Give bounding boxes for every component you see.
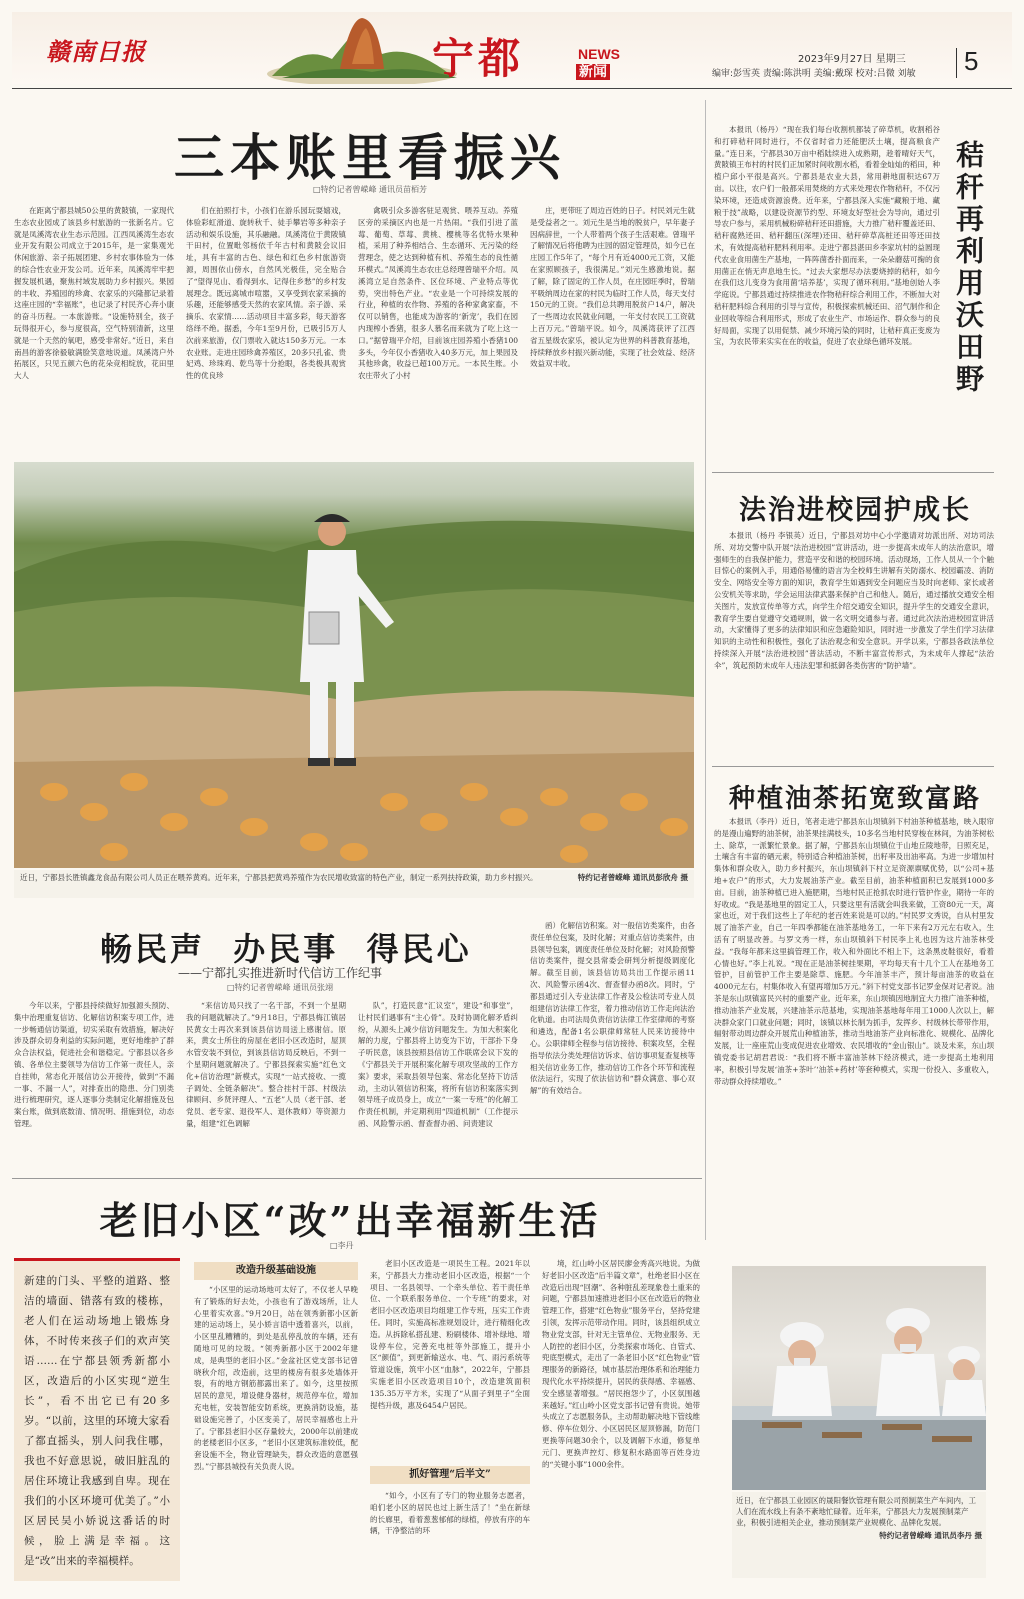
article6-col3b: “如今，小区有了专门的物业服务志愿者，咱们老小区的居民也过上新生活了！”坐在新绿的长廊里，看着葱葱郁郁的绿植，停放有序的车辆，干净整洁的环: [370, 1491, 530, 1536]
editor-credits: 编审:彭雪英 责编:陈洪明 美编:戴琛 校对:吕微 刘敏: [712, 69, 916, 79]
article6-byline: □李丹: [330, 1241, 354, 1250]
news-cn-label: 新闻: [576, 64, 610, 80]
photo2-caption: [732, 1492, 986, 1578]
article2-rule: [712, 472, 994, 473]
article5-byline: □特约记者曾嵘峰 通讯员张翊: [226, 983, 334, 992]
article2-body: 本报讯（杨丹）“现在我们每台收割机都装了碎草机，收割稻谷和打碎秸秆同时进行，不仅省时省力还能肥沃土壤，提高粮食产量。”连日来，宁都县30万亩中稻陆续进入成熟期，趁着晴好天气，黄陂镇王布村的村民们正加紧时间收割水稻，看着金灿灿的稻田，种植户邱小平很是高兴。宁都县是农业大县，常用耕地面积达67万亩。以往，农户们一般都采用焚烧的方式来处理农作物秸秆，不仅污染环境，还造成资源浪费。近年来，宁都县深入实施“藏粮于地、藏粮于技”战略，以建设资源节约型、环境友好型社会为导向，通过引导农户参与，采用机械粉碎秸秆还田措施，大力推广秸秆覆盖还田、秸秆腐熟还田、秸秆翻压(深埋)还田、秸秆碎草高桩还田等还田技术，有效提高秸秆肥料利用率。走进宁都县湛田乡李家坑村的益圆现代农业食用菌生产基地，一阵阵菌香扑面而来，一朵朵蘑菇可掬的食用菌正在悄无声息地生长。“过去大家想尽办法要烧掉的秸秆，如今在我们这儿变身为食用菌‘培养基’，实现了循环利用。”基地创始人李学庭说。宁都县通过持续推进农作物秸秆综合利用工作，不断加大对秸秆肥料综合利用的引导与宣传，积极探索机械还田、沼气制作和企业回收等综合利用形式，形成了农业生产、市场运作、群众参与的良好局面，实现了以用促禁、减少环境污染的同时，让秸秆真正变废为宝，为农民带来实实在在的收益，促进了农业绿色循环发展。: [714, 125, 940, 347]
article2-title: 秸秆再利用沃田野: [952, 140, 985, 396]
article6-title: 老旧小区“改”出幸福新生活: [99, 1198, 601, 1243]
article5-title: 畅民声 办民事 得民心: [100, 930, 472, 968]
article5-subtitle: ——宁都扎实推进新时代信访工作纪事: [177, 966, 382, 980]
article3-rule: [712, 766, 994, 767]
page-number: 5: [964, 46, 979, 76]
photo2-credit: 特约记者曾嵘峰 通讯员李丹 摄: [879, 1531, 982, 1540]
edition-title: 宁都: [432, 34, 525, 83]
photo2-caption-text: 近日，在宁都县工业园区的晟阳餐饮管理有限公司预制菜生产车间内，工人们在流水线上有条不紊地忙碌着。近年来，宁都县大力发展预制菜产业，积极引进相关企业，推动预制菜产业规模化、品牌化发展。: [736, 1496, 976, 1527]
masthead: [12, 12, 1012, 84]
article1-byline: □特约记者曾嵘峰 通讯员苗栢芳: [312, 185, 428, 194]
worker-figure-3: [942, 1346, 986, 1416]
article6-lead: 新建的门头、平整的道路、整洁的墙面、错落有致的楼栋，老人们在运动场地上锻炼身体，不时传来孩子们的欢声笑语……在宁都县领秀新都小区，改造后的小区实现“逆生长”，看不出它已有20多岁。“以前，这里的环境大家看了都直摇头，别人问我住哪，我也不好意思说，破旧脏乱的居住环境让我感到自卑。现在我们的小区环境可优美了。”小区居民吴小娇说这番话的时候，脸上满是幸福。这是“改”出来的幸福模样。: [24, 1275, 170, 1567]
article5-col2: “来信访局只找了一名干部，不到一个星期我的问题就解决了。”9月18日，宁都县梅江镇居民黄女士再次来到该县信访局送上感谢信。原来，黄女士所住的房屋在老旧小区改造时，屋顶水管安装不到位，到该县信访局反映后，不到一个星期问题就解决了。宁都县探索实施“红色文化+信访治理”新模式，实现“一站式接收、一揽子调处、全链条解决”。整合挂村干部、村级法律顾问、乡贤评理人、“五老”人员（老干部、老党员、老专家、退役军人、退休教师）等资源力量，组建“红色调解: [186, 1001, 346, 1128]
article3-body: 本报讯（杨丹 李银英）近日，宁都县对坊中心小学邀请对坊派出所、对坊司法所、对坊交警中队开展“法治进校园”宣讲活动，进一步提高未成年人的法治意识，增强师生的自我保护能力，营造平安和谐的校园环境。活动现场，工作人员从一个个触目惊心的案例入手，用通俗易懂的语言为全校师生讲解有关防溺水、校园霸凌、消防安全、网络安全等方面的知识，教育学生如遇到安全问题应当及时向老师、家长或者公安机关等求助，学会运用法律武器来保护自己和他人。随后，通过播放交通安全相关图片，发放宣传单等方式，向学生介绍交通安全知识，提升学生的交通安全意识，教育学生要自觉遵守交通规则，做一名文明交通参与者。通过此次法治进校园宣讲活动，大家懂得了更多的法律知识和应急避险知识，同时进一步激发了学生们学习法律知识的主动性和积极性，强化了法治观念和安全意识。开学以来，宁都县各政法单位持续深入开展“法治进校园”普法活动，不断丰富宣传形式，为未成年人撑起“法治伞”，筑起预防未成年人违法犯罪和抵御各类伤害的“防护墙”。: [714, 531, 994, 670]
photo-chicken-farm: [14, 462, 694, 868]
paper-logo: 赣南日报: [46, 37, 146, 66]
worker-figure-2: [876, 1308, 940, 1416]
masthead-rule: [12, 88, 1012, 89]
article1-col2: 们在拍照打卡，小孩们在游乐园玩耍嬉戏，体验彩虹滑道、旋转秋千、徒手攀岩等多种亲子活动和娱乐设施，其乐融融。凤溪湾位于黄陂镇干田村，位置毗邻杨依千年古村和黄陂会议旧址，具有丰富的古色、绿色和红色乡村旅游资源，周围依山傍水，自然风光极佳，完全贴合了“望得见山、看得到水、记得住乡愁”的乡村发展理念。既远离城市喧嚣，又享受到农家采摘的乐趣，还能够感受天然的农家风情。亲子游、采摘乐、农家情……活动项目丰富多彩，每天游客络绎不绝。据悉，今年1至9月份，已吸引5万人次前来旅游，仅门票收入就达150多万元。一本农业账。走进庄园珍禽养殖区，20多只孔雀、贵妃鸡、珍珠鸡、乾鸟等十分抢眼，各类极具观赏性的优良珍: [186, 206, 346, 381]
article1-title: 三本账里看振兴: [174, 128, 566, 187]
article6-col4: 境，红山岭小区居民廖金秀高兴地说。为做好老旧小区改造“后半篇文章”，杜绝老旧小区在改造后出现“回潮”、各种脏乱差现象卷土重来的问题，宁都县加速推进老旧小区在改造后的物业管理工作，搭建“红色物业”服务平台，坚持党建引领，发挥示范带动作用。同时，该县组织成立物业党支部，针对无主管单位、无物业服务、无人防控的老旧小区，分类探索市场化、自管式、兜底型模式，走出了一条老旧小区“红色物业”管理服务的新路径，城市基层治理体系和治理能力现代化水平持续提升，居民的获得感、幸福感、安全感显著增强。“居民抱怨少了，小区氛围越来越好。”红山岭小区党支部书记曾有贵说。她带头成立了志愿服务队，主动帮助解决地下管线维修、停车位划分、小区居民区屋顶修漏，防范门更换等问题30余个，以及调解下水道，修复单元门、更换声控灯、修复积水路面等百姓身边的“关键小事”1000余件。: [542, 1259, 700, 1469]
photo1-caption: [14, 870, 694, 898]
article4-body: 本报讯（李丹）近日，笔者走进宁都县东山坝镇斜下村油茶种植基地，映入眼帘的是漫山遍野的油茶树，油茶果挂满枝头，10多名当地村民穿梭在林间，为油茶树松土、除草，一派繁忙景象。据了解，宁都县东山坝镇位于山地丘陵地带，日照充足，土壤含有丰富的硒元素，特别适合种植油茶树，出籽率及出油率高。为进一步增加村集体和群众收入，助力乡村振兴，东山坝镇斜下村立足资源禀赋优势，以“公司+基地+农户”的形式，大力发展油茶产业。截至目前，油茶种植面积已发展到1000多亩。目前，油茶种植已进入施肥期，当地村民正抢抓农时进行管护作业，期待一年的好收成。“我是基地里的固定工人，只要这里有活就会叫我来做，工资80元一天，离家也近，对于我们这些上了年纪的老百姓来说是可以的。”村民罗文秀说，自从村里发展了油茶产业，自己一年四季都能在油茶基地务工，一年下来有2万元左右收入，生活有了明显改善。与罗文秀一样，东山坝镇斜下村民李上礼也因为这片油茶林受益。“我每年都来这里搞管理工作，收入和外面比不相上下，这条黑皮鞋很好，看着心情也好。”李上礼说。“现在正是油茶树挂果期，平均每天有十几个工人在基地务工管护，目前管护工作主要是除草、施肥。今年油茶丰产，预计每亩油茶的收益在4000元左右，村集体收入有望再增加5万元。”斜下村党支部书记罗金保对记者说。油茶是东山坝镇富民兴村的重要产业。近年来，东山坝镇因地制宜大力推广油茶种植，推动油茶产业发展，兴建油茶示范基地，实现油茶基地每年用工1000人次以上，解决群众家门口就业问题；同时，该镇以林长制为抓手，发挥乡、村级林长带带作用，辐射带动周边群众开展荒山种植油茶，推动当地油茶产业向标准化、规模化、品牌化发展，让一座座荒山变成促进农业增效、农民增收的“金山银山”。谈及未来，东山坝镇党委书记胡君君说：“我们将不断丰富油茶林下经济模式，进一步提高土地利用率，积极引导发展‘油茶+茶叶’‘油茶+药材’等套种模式，实现一份投入、多重收入，带动群众持续增收。”: [714, 817, 994, 1086]
photo1-caption-text: 近日，宁都县长胜镇鑫龙食品有限公司人员正在喂养黄鸡。近年来，宁都县把黄鸡养殖作为农民增收致富的特色产业，制定一系列扶持政策，助力乡村振兴。: [20, 873, 538, 882]
factory-scene-graphic: [732, 1266, 986, 1490]
article6-section2-title: 抓好管理“后半文”: [370, 1466, 530, 1484]
news-en-label: NEWS: [578, 46, 620, 62]
photo-food-factory: [732, 1266, 986, 1490]
article1-col4: 庄，更带旺了周边百姓的日子。村民刘元生就是受益者之一。刘元生是当地的脱贫户，早年妻子因病辞世，一个人带着两个孩子生活艰难。曾瑞平了解情况后将他聘为庄园的固定管理员，如今已在庄园工作5年了，“每个月有近4000元工资，又能在家照顾孩子，我很满足。”刘元生感激地说。据了解，除了固定的工作人员，在庄园旺季时，曾瑞平吸纳周边在家的村民为临时工作人员，每天支付150元的工资。“我们总共聘用脱贫户14户，解决了一些周边农民就业问题，一年支付农民工工资就上百万元。”曾瑞平说。如今，凤溪湾获评了江西省五星级农家乐，被认定为世界的科普教育基地，持续释放乡村振兴新动能，实现了社会效益、经济效益双丰收。: [530, 206, 695, 369]
worker-figure-1: [772, 1322, 832, 1416]
article4-title: 种植油茶拓宽致富路: [728, 784, 981, 814]
photo1-credit: 特约记者曾嵘峰 通讯员彭欣舟 摄: [577, 873, 688, 882]
page-divider: [956, 48, 957, 78]
article5-col3: 队”，打造民意“汇议室”，建设“和事堂”，让村民们遇事有“主心骨”。及时协调化解矛盾纠纷，从源头上减少信访问题发生。为加大积案化解的力度，宁都县将上访变为下访，干部扑下身子听民意，该县按照县信访工作联席会议下发的《宁都县关于开展积案化解专项攻坚战的工作方案》要求，采取县领导包案、常态化坚持下访活动，主动认领信访积案，将所有信访积案落实到领导班子成员身上，成立“一案一专班”的化解工作责任机制，并定期利用“四道机制”（工作提示函、风险警示函、督查督办函、问责建议: [358, 1001, 518, 1128]
issue-date: 2023年9月27日 星期三: [798, 54, 906, 65]
article5-col4: 函）化解信访积案。对一般信访类案件，由各责任单位包案，及时化解；对重点信访类案件，由县领导包案，调度责任单位及时化解；对风险预警信访类案件，提交县常委会研判分析提级调度化解。截至目前，该县信访局共出工作提示函11次、风险警示函4次、督查督办函8次。同时，宁都县通过引入专业法律工作者及公检法司专业人员组建信访法律工作室，着力推动信访工作走向法治化轨道。由司法局负责信访法律工作室律师的考察和遴选，配备1名公职律师常驻人民来访接待中心。公职律师全程参与信访接待、积案攻坚，全程指导依法分类处理信访诉求、信访事项复查复核等相关信访业务工作，推动信访工作各个环节和流程依法运行，实现了依法信访和“群众满意、事心双解”的有效结合。: [530, 921, 695, 1096]
farm-scene-graphic: [14, 462, 694, 868]
main-column-divider: [705, 100, 706, 1240]
article5-col1: 今年以来，宁都县持续做好加强源头预防、集中治理重复信访、化解信访积案专项工作，进一步畅通信访渠道，切实采取有效措施，解决好涉及群众切身利益的实际问题，更好地维护了群众合法权益，促进社会和谐稳定。宁都县以各乡镇、各单位主要领导为信访工作第一责任人，亲自挂帅，常态化开展信访公开接待，做到“不漏一事、不漏一人”，对排查出的隐患、分门别类进行梳理研究，逐人逐事分类制定化解措施及包案台账，做到底数清、情况明、措施到位，动态管理。: [14, 1001, 174, 1128]
article6-col3: 老旧小区改造是一项民生工程。2021年以来，宁都县大力推动老旧小区改造，根据“一个项目、一名县领导、一个牵头单位、若干责任单位、一个联系服务单位、一个专班”的要求，对老旧小区改造项目均组建工作专班，压实工作责任。同时，实施高标准规划设计，进行精细化改造。从拆除私搭乱建、粉刷楼体、增补绿地、增设停车位，完善充电桩等外部施工，提升小区“颜值”，到更新输送水、电、气、雨污系统等管道设施，筑牢小区“血脉”，2022年，宁都县实施老旧小区改造项目10个，改造建筑面积135.35万平方米，实现了“从面子到里子”全面提档升级，惠及6454户居民。: [370, 1259, 530, 1410]
article6-section1-title: 改造升级基础设施: [194, 1262, 358, 1280]
article6-lead-box: [14, 1258, 180, 1581]
article6-col2: “小区里的运动场地可太好了，不仅老人早晚有了锻炼的好去处，小孩也有了游戏场所，让人心里着实欢喜。”9月20日，站在领秀新都小区新建的运动场上，吴小娇言语中透着喜兴，以前，小区里乱糟糟的，到处是乱停乱放的车辆，还有随地可见的垃圾。“领秀新都小区于2002年建成，是典型的老旧小区。”金盆社区党支部书记曾晓秋介绍，改造前，这里的楼房有很多处墙体开裂，有的地方钢筋都露出来了。如今，这里按照居民的意见，增设健身器材，规范停车位，增加充电桩，安装智能安防系统，更换消防设施，基础设施完善了，小区变美了，居民幸福感也上升了。宁都县老旧小区存量较大，2000年以前建成的老楼老旧小区多，“老旧小区建筑标准较低，配套设施不全，物业管理缺失，群众改造的意愿强烈。”宁都县城投有关负责人说。: [194, 1285, 358, 1471]
article5-rule: [12, 1178, 702, 1179]
article1-col3: 禽吸引众多游客驻足观赏、喂养互动。养殖区旁的采摘区内也是一片热闹。“我们引进了蓝莓、葡萄、草莓、黄桃、樱桃等名优特水果种植，采用了种养相结合、生态循环、无污染的经营理念，使之达到种植有机、养殖生态的良性循环模式。”凤溪湾生态农庄总经理曾瑞平介绍。凤溪湾立足自然条件、区位环境、产业特点等优势，突出特色产业。“农业是一个可持续发展的行业，种植的农作物、养殖的各种家禽家畜，不仅可以销售，也能成为游客的‘新宠’，我们在园内现榨小香猪，很多人慕名而来就为了吃上这一口。”据曾瑞平介绍，目前该庄园养殖小香猪100多头，今年仅小香猪收入40多万元，加上果园及其他珍禽，收益已超100万元。一本民生账。小农庄带火了小村: [358, 206, 518, 381]
article1-col1: 在距离宁都县城50公里的黄陂镇，一家现代生态农业园成了该县乡村旅游的一张新名片。它就是凤溪湾农业生态示范园。江西凤溪湾生态农业开发有限公司成立于2015年，是一家集观光休闲旅游、亲子拓展团建、乡村农事体验为一体的综合性农业开发公司。近年来，凤溪湾牢牢把握发展机遇，聚焦村域发展助力乡村振兴。果园的丰收、养殖园的珍禽、农家乐的兴隆都记录着这座庄园的“幸福账”，也记录了村民齐心奔小康的奋斗历程。一本旅游账。“设施特别全，孩子玩得很开心，参与度很高，空气特别清新，这里就是一个天然的氧吧，感受非常好。”近日，来自南昌的游客徐毅敏满脸笑意地说道。凤溪湾户外拓展区，只见五颜六色的花朵竞相绽放，花田里大人: [14, 206, 174, 381]
article3-title: 法治进校园护成长: [739, 495, 971, 526]
